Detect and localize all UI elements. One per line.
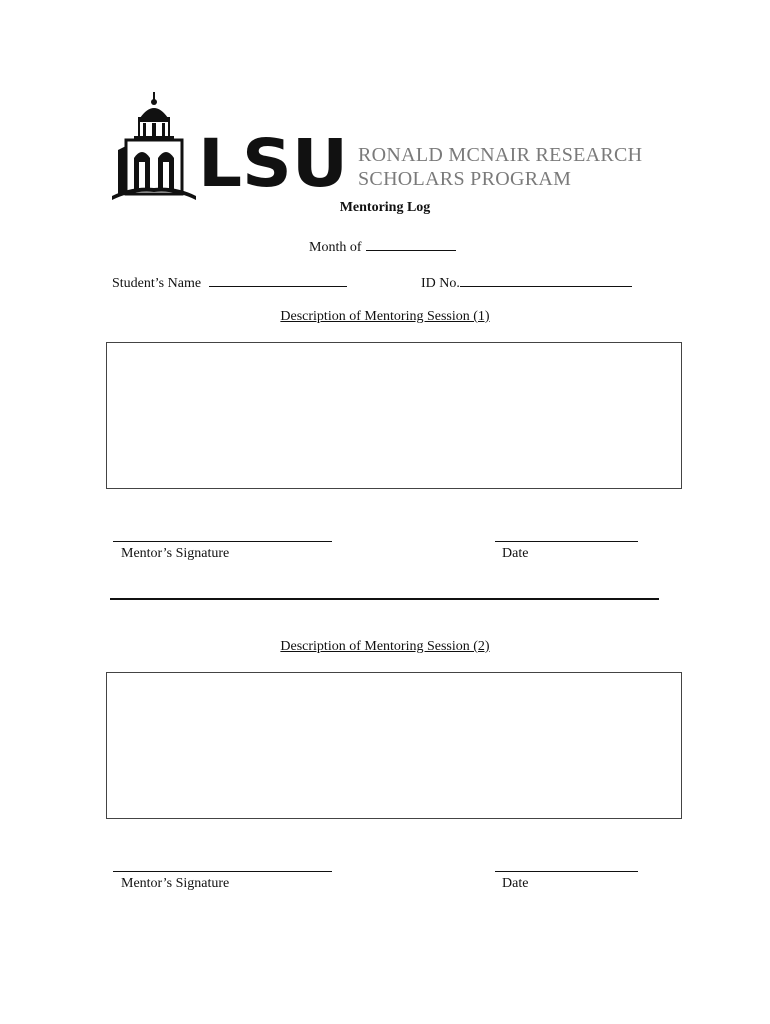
student-name-field[interactable] (112, 272, 347, 292)
id-number-label: ID No. (421, 276, 460, 291)
program-name-line-1: RONALD MCNAIR RESEARCH (358, 144, 643, 166)
session-1-date-line[interactable] (495, 541, 638, 542)
session-2-title: Description of Mentoring Session (2) (280, 639, 490, 654)
student-name-blank-line[interactable] (209, 272, 347, 287)
id-number-blank-line[interactable] (460, 272, 632, 287)
form-title: Mentoring Log (339, 200, 431, 215)
student-name-label: Student’s Name (112, 276, 202, 291)
session-2-signature-label: Mentor’s Signature (121, 876, 230, 891)
month-blank-line[interactable] (366, 236, 456, 251)
session-1-signature-label: Mentor’s Signature (121, 546, 230, 561)
section-divider (110, 598, 659, 600)
session-2-date-label: Date (502, 876, 529, 891)
id-number-field[interactable] (421, 272, 632, 292)
month-label: Month of (309, 240, 362, 255)
svg-text:LSU: LSU (198, 136, 348, 190)
lsu-wordmark (198, 136, 350, 190)
session-2-date-line[interactable] (495, 871, 638, 872)
session-1-signature-line[interactable] (113, 541, 332, 542)
month-field[interactable] (309, 236, 456, 256)
session-2-signature-line[interactable] (113, 871, 332, 872)
lsu-tower-logo-icon (112, 90, 196, 202)
session-1-date-label: Date (502, 546, 529, 561)
session-1-title: Description of Mentoring Session (1) (280, 309, 490, 324)
session-1-description-box[interactable] (106, 342, 682, 489)
session-2-description-box[interactable] (106, 672, 682, 819)
program-name-line-2: SCHOLARS PROGRAM (358, 168, 572, 190)
